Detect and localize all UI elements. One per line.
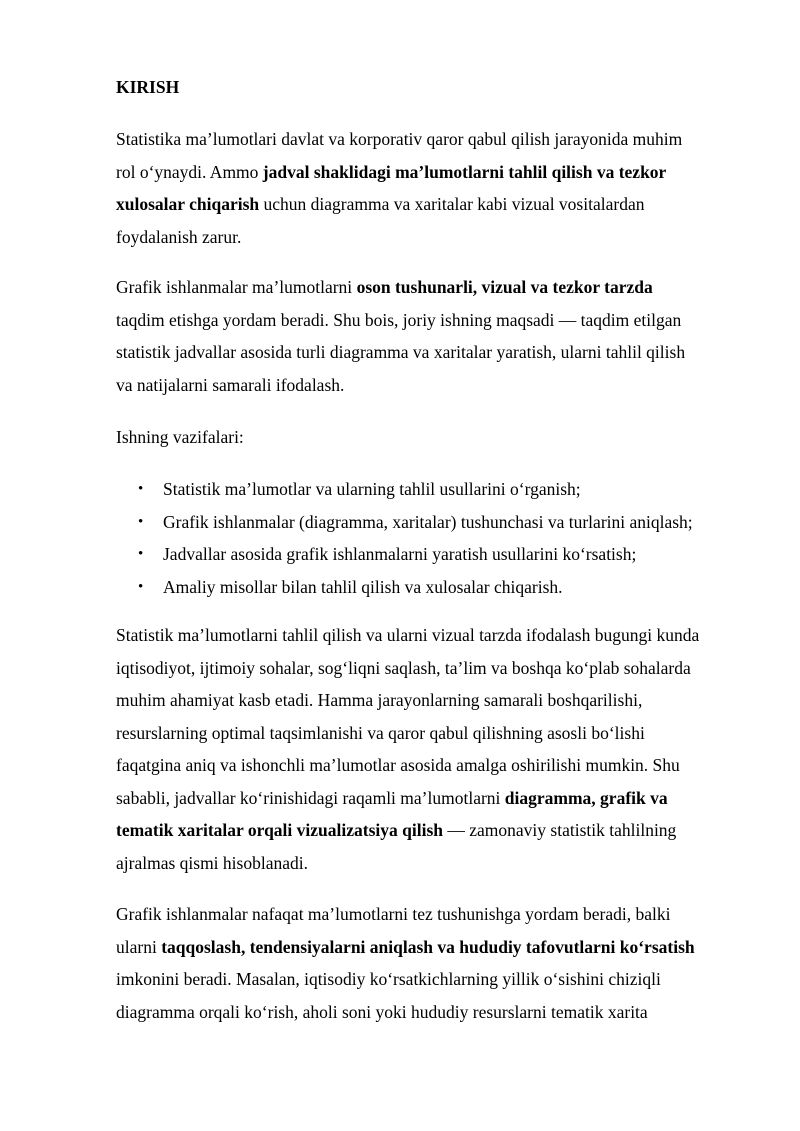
- section-heading: KIRISH: [116, 77, 180, 97]
- list-item-text: Jadvallar asosida grafik ishlanmalarni yaratish usullarini ko‘rsatish;: [163, 544, 637, 564]
- bold-text-run: xulosalar chiqarish: [116, 194, 260, 214]
- paragraph-purpose: [116, 271, 746, 401]
- paragraph-line: [116, 814, 746, 847]
- list-item: [116, 506, 693, 539]
- bold-text-run: diagramma, grafik va: [504, 787, 668, 808]
- paragraph-line: Ishning vazifalari:: [116, 427, 244, 447]
- tasks-intro: [116, 421, 746, 454]
- paragraph-line: [116, 188, 746, 221]
- list-item-text: Amaliy misollar bilan tahlil qilish va xulosalar chiqarish.: [163, 576, 563, 597]
- text-run: uchun diagramma va xaritalar kabi vizual vositalardan: [259, 194, 645, 214]
- paragraph-line: Statistik ma’lumotlarni tahlil qilish va ularni vizual tarzda ifodalash bugungi kunda: [116, 625, 700, 645]
- paragraph-line: iqtisodiyot, ijtimoiy sohalar, sog‘liqni saqlash, ta’lim va boshqa ko‘plab sohalarda: [116, 657, 691, 678]
- paragraph-line: Statistika ma’lumotlari davlat va korporativ qaror qabul qilish jarayonida muhim: [116, 129, 683, 149]
- paragraph-line: taqdim etishga yordam beradi. Shu bois, joriy ishning maqsadi — taqdim etilgan: [116, 309, 682, 330]
- bullet-icon: •: [138, 481, 144, 497]
- paragraph-line: [116, 271, 746, 304]
- list-item: [116, 571, 693, 604]
- paragraph-line: faqatgina aniq va ishonchli ma’lumotlar asosida amalga oshirilishi mumkin. Shu: [116, 755, 680, 775]
- bullet-icon: •: [138, 546, 144, 562]
- paragraph-line: resurslarning optimal taqsimlanishi va qaror qabul qilishning asosli bo‘lishi: [116, 722, 645, 743]
- paragraph-line: Grafik ishlanmalar nafaqat ma’lumotlarni tez tushunishga yordam beradi, balki: [116, 904, 671, 924]
- list-item-text: Grafik ishlanmalar (diagramma, xaritalar) tushunchasi va turlarini aniqlash;: [163, 511, 693, 532]
- bold-text-run: taqqoslash, tendensiyalarni aniqlash va hududiy tafovutlarni ko‘rsatish: [161, 936, 695, 957]
- paragraph-line: va natijalarni samarali ifodalash.: [116, 374, 345, 395]
- list-item: [116, 538, 693, 571]
- bold-text-run: oson tushunarli, vizual va tezkor tarzda: [356, 277, 653, 297]
- paragraph-intro: [116, 123, 746, 253]
- list-item-text: Statistik ma’lumotlar va ularning tahlil usullarini o‘rganish;: [163, 479, 581, 499]
- paragraph-line: muhim ahamiyat kasb etadi. Hamma jarayonlarning samarali boshqarilishi,: [116, 690, 643, 710]
- text-run: ularni: [116, 936, 162, 957]
- paragraph-line: [116, 931, 746, 964]
- bold-text-run: jadval shaklidagi ma’lumotlarni tahlil qilish va tezkor: [262, 161, 667, 182]
- text-run: — zamonaviy statistik tahlilning: [443, 820, 677, 840]
- bold-text-run: tematik xaritalar orqali vizualizatsiya qilish: [116, 820, 443, 840]
- bullet-icon: •: [138, 578, 144, 595]
- text-run: rol o‘ynaydi. Ammo: [116, 161, 263, 182]
- paragraph-line: ajralmas qismi hisoblanadi.: [116, 852, 308, 873]
- paragraph-importance: [116, 619, 746, 879]
- paragraph-line: foydalanish zarur.: [116, 226, 242, 247]
- paragraph-line: [116, 156, 746, 189]
- bullet-icon: •: [138, 513, 144, 530]
- paragraph-graphics: [116, 898, 746, 1028]
- tasks-list: [116, 473, 693, 603]
- paragraph-line: statistik jadvallar asosida turli diagramma va xaritalar yaratish, ularni tahlil qilish: [116, 342, 686, 362]
- list-item: [116, 473, 693, 506]
- text-run: Grafik ishlanmalar ma’lumotlarni: [116, 277, 357, 297]
- paragraph-line: diagramma orqali ko‘rish, aholi soni yoki hududiy resurslarni tematik xarita: [116, 1001, 648, 1022]
- paragraph-line: imkonini beradi. Masalan, iqtisodiy ko‘rsatkichlarning yillik o‘sishini chiziqli: [116, 969, 661, 989]
- paragraph-line: [116, 782, 746, 815]
- text-run: sababli, jadvallar ko‘rinishidagi raqamli ma’lumotlarni: [116, 787, 505, 808]
